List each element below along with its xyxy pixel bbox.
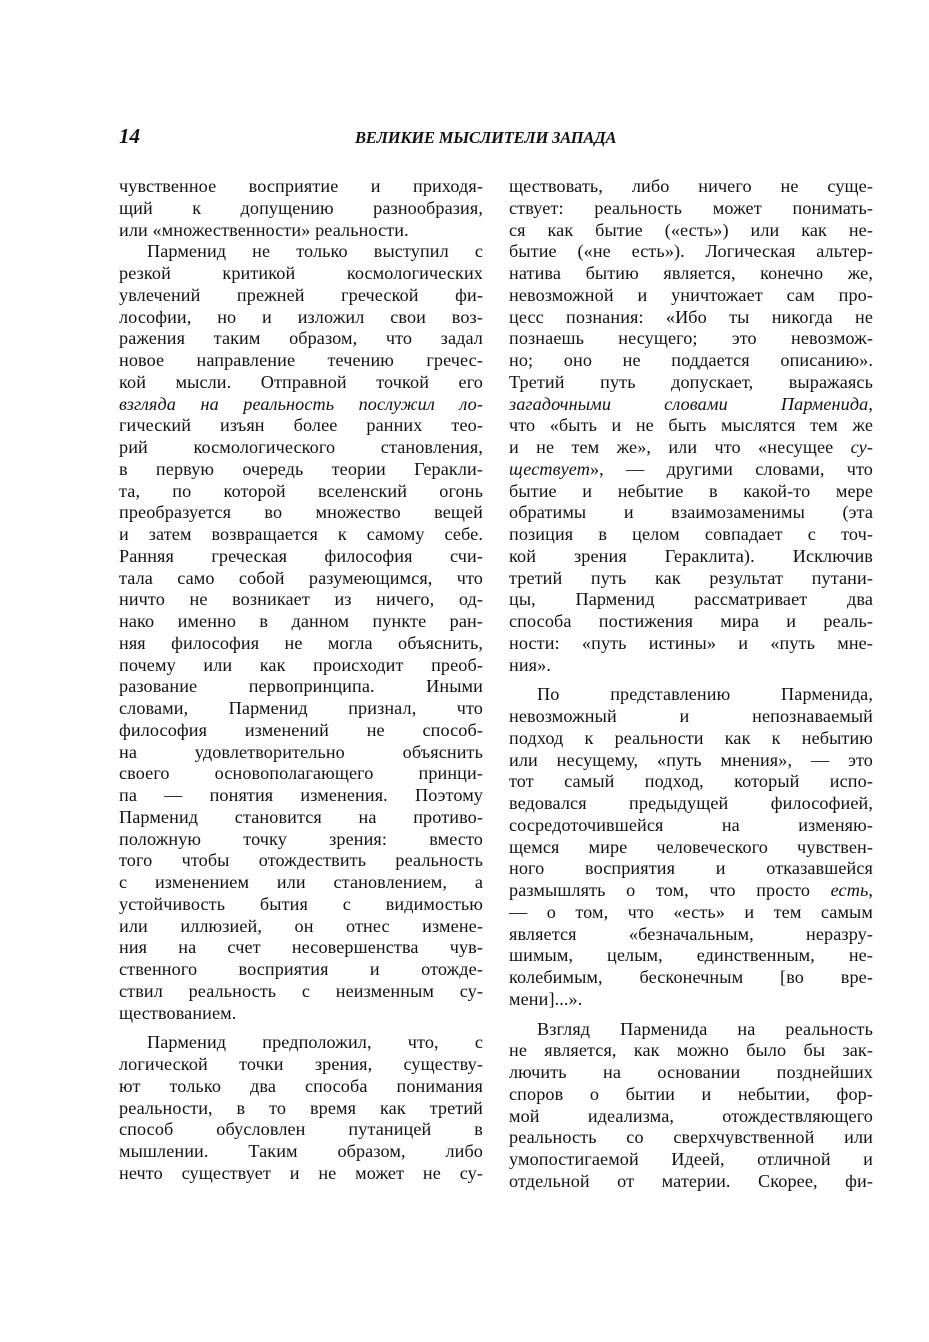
left-column — [119, 176, 483, 1185]
text-line: реальность со сверхчувственной или — [509, 1127, 873, 1148]
text-line: третий путь как результат путани- — [509, 567, 873, 588]
text-line-with-italic: размышлять о том, что просто есть, — [509, 880, 873, 900]
text-line: ственного восприятия и отожде- — [119, 959, 483, 979]
page-number: 14 — [119, 124, 140, 148]
text-line: Ранняя греческая философия счи- — [119, 545, 483, 566]
italic-span: загадочными словами Парменида — [509, 393, 869, 414]
paragraph-start: Взгляд Парменида на реальность — [537, 1018, 873, 1039]
text-line: обратимы и взаимозаменимы (эта — [509, 502, 873, 523]
text-line: щий к допущению разнообразия, — [119, 197, 483, 218]
text-line: колебимым, бесконечным [во вре- — [509, 967, 873, 987]
text-line: не является, как можно было бы зак- — [509, 1040, 873, 1061]
text-line: или несущему, «путь мнения», — это — [509, 749, 873, 770]
text-line: ности: «путь истины» и «путь мне- — [509, 632, 873, 653]
text-line: ния на счет несовершенства чув- — [119, 937, 483, 958]
text-line: реальности, в то время как третий — [119, 1097, 483, 1118]
text-line: споров о бытии и небытии, фор- — [509, 1083, 873, 1104]
text-line: логической точки зрения, существу- — [119, 1054, 483, 1074]
text-line: или «множественности» реальности. — [119, 219, 409, 240]
text-line: кой зрения Гераклита). Исключив — [509, 545, 873, 566]
paragraph-start: Парменид предположил, что, с — [147, 1032, 483, 1053]
text-line: Третий путь допускает, выражаясь — [509, 371, 873, 392]
text-line: тала само собой разумеющимся, что — [119, 567, 483, 588]
text-line: ствил реальность с неизменным су- — [119, 980, 483, 1001]
text-line: или иллюзией, он отнес измене- — [119, 915, 483, 936]
text-line: нечто существует и не может не су- — [119, 1162, 483, 1183]
text-line-with-italic: загадочными словами Парменида, — [509, 393, 873, 414]
text-line: — о том, что «есть» и тем самым — [509, 901, 873, 922]
running-title: ВЕЛИКИЕ МЫСЛИТЕЛИ ЗАПАДА — [355, 128, 617, 147]
text-line: позиция в целом совпадает с точ- — [509, 524, 873, 544]
text-line: что «быть и не быть мыслятся тем же — [509, 415, 873, 436]
italic-text-line — [119, 394, 483, 416]
text-line: разование первопринципа. Иными — [119, 676, 483, 697]
text-line: ществовать, либо ничего не суще- — [509, 176, 873, 196]
text-line: резкой критикой космологических — [119, 263, 483, 283]
text-line: познаешь несущего; это невозмож- — [509, 328, 873, 349]
text-line: философия изменений не способ- — [119, 719, 483, 740]
right-column — [509, 176, 873, 1193]
text-line: но; оно не поддается описанию». — [509, 350, 873, 370]
text-line: тот самый подход, который испо- — [509, 771, 873, 792]
text-line: чувственное восприятие и приходя- — [119, 176, 483, 196]
text-line: кой мысли. Отправной точкой его — [119, 371, 483, 392]
text-line: щемся мире человеческого чувствен- — [509, 836, 873, 857]
text-line: цесс познания: «Ибо ты никогда не — [509, 306, 873, 327]
text-line: ществованием. — [119, 1002, 237, 1023]
text-line: умопостигаемой Идеей, отличной и — [509, 1149, 873, 1169]
text-line: почему или как происходит преоб- — [119, 654, 483, 675]
text-line: является «безначальным, неразру- — [509, 923, 873, 944]
text-line: сосредоточившейся на изменяю- — [509, 814, 873, 835]
text-line: преобразуется во множество вещей — [119, 502, 483, 523]
text-line: на удовлетворительно объяснить — [119, 741, 483, 762]
text-line: невозможный и непознаваемый — [509, 706, 873, 726]
text-line: няя философия не могла объяснить, — [119, 632, 483, 653]
italic-span: взгляда на реальность послужил ло- — [119, 393, 483, 414]
text-line: ся как бытие («есть») или как не- — [509, 219, 873, 240]
text-line: ного восприятия и отказавшейся — [509, 858, 873, 879]
text-line: словами, Парменид признал, что — [119, 698, 483, 718]
text-line: бытие и небытие в какой-то мере — [509, 480, 873, 501]
text-line: лючить на основании позднейших — [509, 1062, 873, 1082]
text-line: гический изъян более ранних тео- — [119, 415, 483, 436]
text-line: та, по которой вселенский огонь — [119, 480, 483, 501]
text-line: мой идеализма, отождествляющего — [509, 1105, 873, 1126]
text-line: ния». — [509, 654, 551, 675]
text-line: ражения таким образом, что задал — [119, 328, 483, 349]
text-line: устойчивость бытия с видимостью — [119, 893, 483, 914]
text-line: мышлении. Таким образом, либо — [119, 1141, 483, 1161]
text-line: положную точку зрения: вместо — [119, 828, 483, 849]
paragraph-start: Парменид не только выступил с — [147, 241, 483, 262]
text-line-with-italic: ществует», — другими словами, что — [509, 458, 873, 479]
text-line: нако именно в данном пункте ран- — [119, 611, 483, 631]
paragraph-gap — [119, 1024, 483, 1032]
text-line: своего основополагающего принци- — [119, 763, 483, 784]
text-line: шимым, целым, единственным, не- — [509, 945, 873, 966]
text-line: подход к реальности как к небытию — [509, 727, 873, 748]
text-line: отдельной от материи. Скорее, фи- — [509, 1170, 873, 1191]
paragraph-gap — [509, 1011, 873, 1019]
text-line: ствует: реальность может понимать- — [509, 197, 873, 218]
text-line: натива бытию является, конечно же, — [509, 263, 873, 283]
text-line: в первую очередь теории Геракли- — [119, 458, 483, 479]
text-line: способа постижения мира и реаль- — [509, 611, 873, 631]
italic-span: есть — [830, 880, 869, 900]
italic-span: ществует — [509, 458, 590, 479]
text-line: мени]...». — [509, 988, 583, 1009]
text-line: па — понятия изменения. Поэтому — [119, 785, 483, 805]
text-line: рий космологического становления, — [119, 437, 483, 457]
text-line: ничто не возникает из ничего, од- — [119, 589, 483, 610]
text-line: ведовался предыдущей философией, — [509, 793, 873, 813]
text-line: способ обусловлен путаницей в — [119, 1119, 483, 1140]
text-line: увлечений прежней греческой фи- — [119, 284, 483, 305]
paragraph-gap — [509, 676, 873, 684]
text-line: и затем возвращается к самому себе. — [119, 524, 483, 544]
text-line: с изменением или становлением, а — [119, 872, 483, 892]
text-line: того чтобы отождествить реальность — [119, 850, 483, 871]
text-line: невозможной и уничтожает сам про- — [509, 284, 873, 305]
text-line: лософии, но и изложил свои воз- — [119, 306, 483, 327]
text-line: цы, Парменид рассматривает два — [509, 589, 873, 610]
text-line-with-italic: и не тем же», или что «несущее су- — [509, 437, 873, 457]
text-line: бытие («не есть»). Логическая альтер- — [509, 241, 873, 262]
text-line: новое направление течению гречес- — [119, 350, 483, 370]
paragraph-start: По представлению Парменида, — [537, 684, 873, 705]
italic-span: су- — [850, 437, 873, 457]
text-line: ют только два способа понимания — [119, 1075, 483, 1096]
text-line: Парменид становится на противо- — [119, 806, 483, 827]
